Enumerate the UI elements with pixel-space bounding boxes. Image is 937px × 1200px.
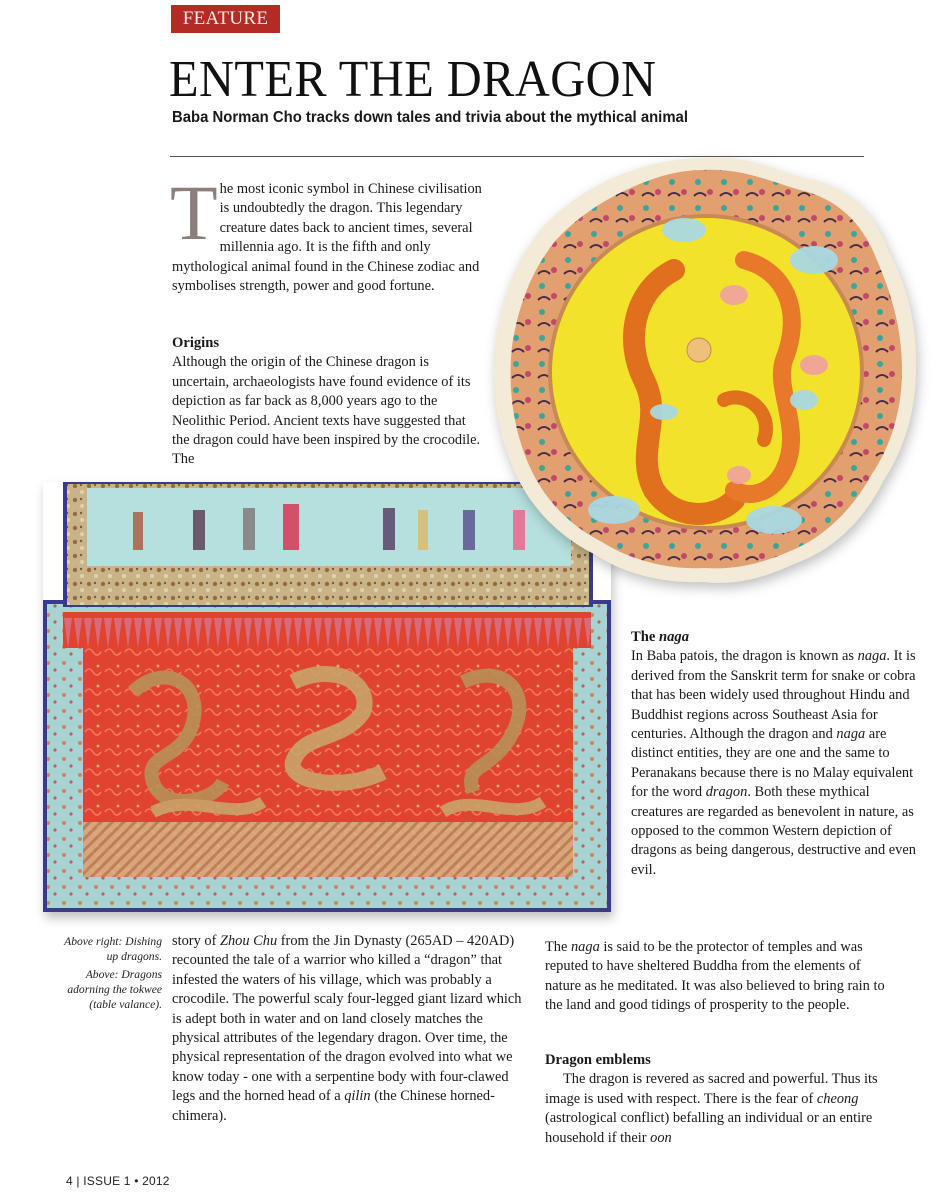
intro-text: he most iconic symbol in Chinese civilisation is undoubtedly the dragon. This legendary creature dates back to ancient times, several millennia ago. It is the fifth and only mythological animal found in the Chinese zodiac and symbolises strength, power and good fortune. — [172, 181, 482, 295]
emblems-heading: Dragon emblems — [545, 1052, 651, 1068]
section-badge: FEATURE — [171, 5, 280, 33]
caption-valance: Above: Dragons adorning the tokwee (table valance). — [67, 968, 162, 1011]
image-captions — [62, 934, 162, 1012]
naga-text-1: In Baba patois, the dragon is known as naga. It is derived from the Sanskrit term for snake or cobra that has been widely used throughout Hindu and Buddhist regions across Southeast Asia for centuries. Although the dragon and naga are distinct entities, they are one and the same to Peranakans because there is no Malay equivalent for the word dragon. Both these mythical creatures are regarded as benevolent in nature, as opposed to the common Western depiction of dragons as being dangerous, destructive and even evil. — [631, 648, 916, 878]
emblems-text: The dragon is revered as sacred and powerful. Thus its image is used with respect. There is the fear of cheong (astrological conflict) befalling an individual or an entire household if their oon — [545, 1071, 878, 1146]
dragon-plate-image — [484, 150, 924, 590]
origins-heading: Origins — [172, 335, 220, 351]
drop-cap: T — [170, 169, 218, 256]
emblems-section — [545, 1051, 885, 1148]
origins-section — [172, 334, 482, 470]
naga-section — [631, 628, 921, 880]
article-title: ENTER THE DRAGON — [169, 51, 657, 108]
origins-text-1: Although the origin of the Chinese dragon is uncertain, archaeologists have found evidence of its depiction as far back as 8,000 years ago to the Neolithic Period. Ancient texts have suggested that the dragon could have been inspired by the crocodile. The — [172, 354, 481, 468]
naga-text-2: The naga is said to be the protector of temples and was reputed to have sheltered Buddha from the elements of nature as he meditated. It was also believed to bring rain to the land and good tidings of prosperity to the people. — [545, 939, 885, 1014]
naga-continued — [545, 938, 885, 1016]
article-subtitle: Baba Norman Cho tracks down tales and trivia about the mythical animal — [172, 109, 688, 126]
origins-continued — [172, 932, 522, 1126]
intro-paragraph — [170, 169, 482, 296]
origins-text-2: story of Zhou Chu from the Jin Dynasty (265AD – 420AD) recounted the tale of a warrior who killed a “dragon” that infested the waters of his village, which was probably a crocodile. The powerful scaly four-legged giant lizard which is adept both in water and on land closely matches the physical attributes of the legendary dragon. Over time, the physical representation of the dragon evolved into what we know today - one with a serpentine body with four-clawed legs and the horned head of a qilin (the Chinese horned-chimera). — [172, 933, 522, 1124]
page-footer: 4 | ISSUE 1 • 2012 — [66, 1174, 170, 1188]
naga-heading: The naga — [631, 629, 689, 645]
caption-plate: Above right: Dishing up dragons. — [64, 935, 162, 963]
